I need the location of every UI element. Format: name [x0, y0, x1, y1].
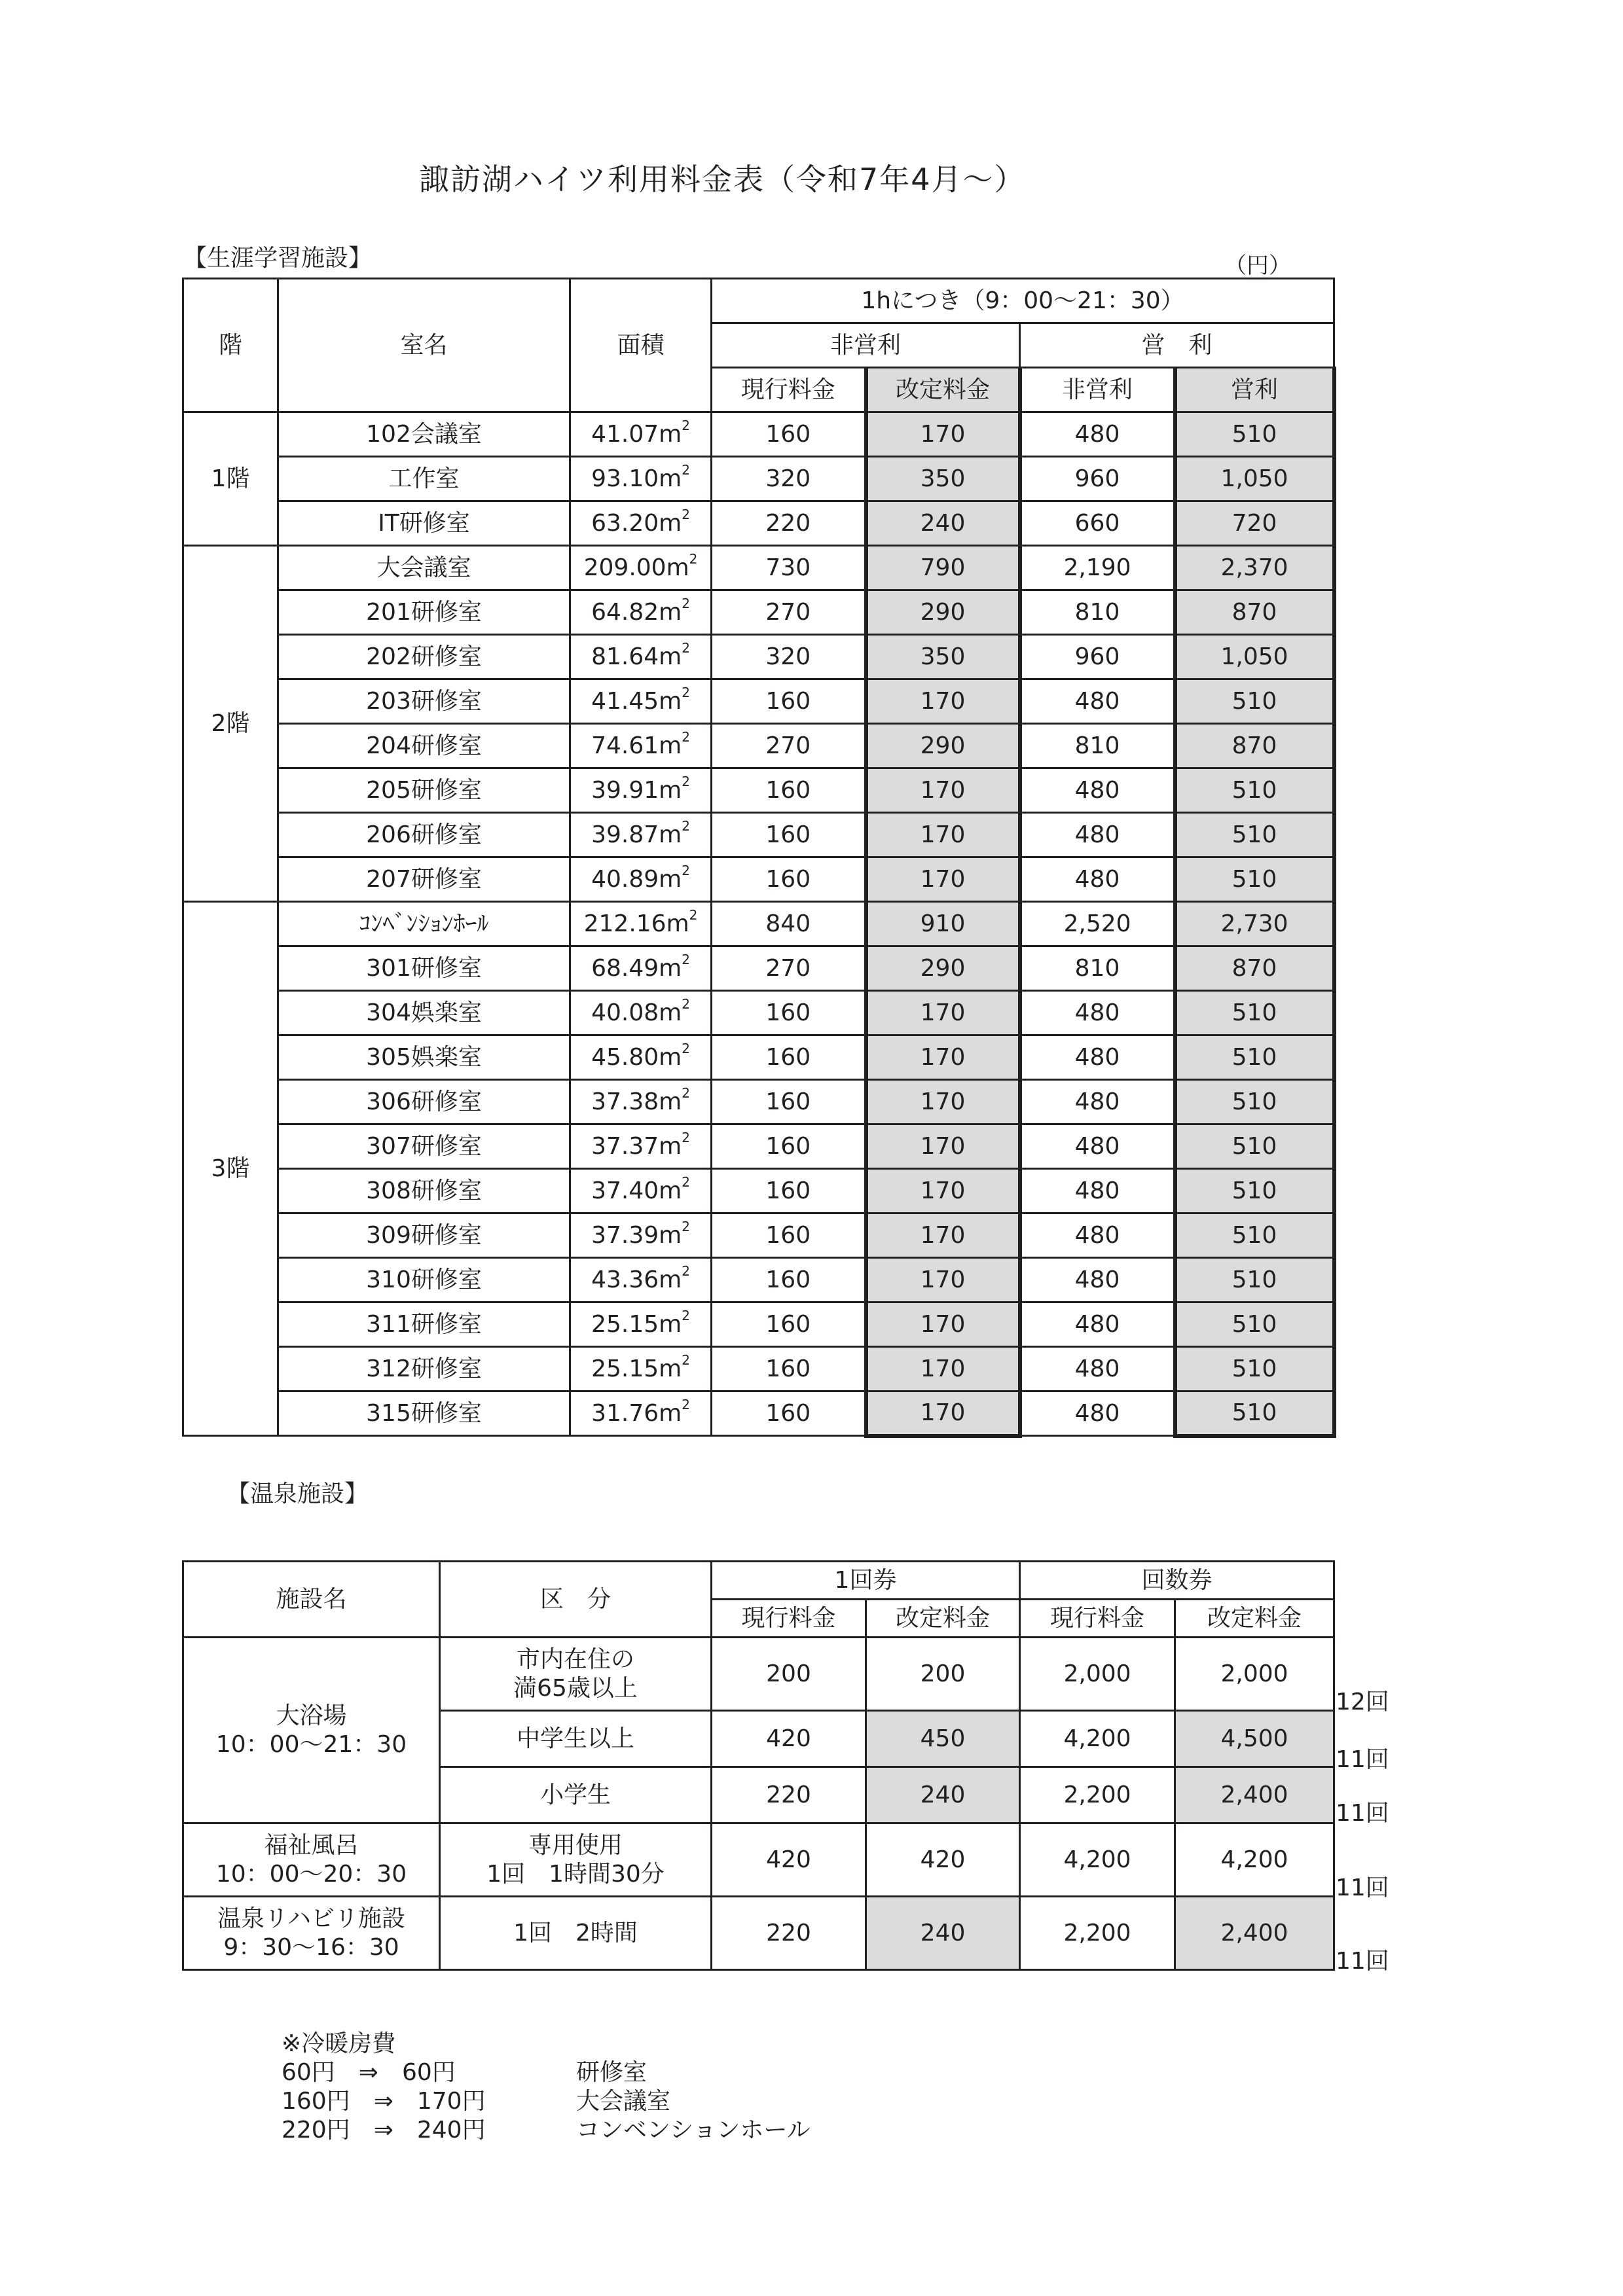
profit-non-cell: 2,520 [1020, 902, 1175, 946]
current-fee-cell: 220 [712, 501, 866, 546]
profit-non-cell: 480 [1020, 857, 1175, 902]
profit-non-cell: 480 [1020, 412, 1175, 457]
area-value: 37.40m [591, 1177, 682, 1204]
profit-non-cell: 480 [1020, 1213, 1175, 1258]
multi-current-cell: 2,200 [1020, 1767, 1175, 1823]
multi-current-cell: 2,200 [1020, 1897, 1175, 1970]
current-fee-cell: 320 [712, 635, 866, 679]
profit-profit-cell: 720 [1175, 501, 1334, 546]
single-revised-cell: 240 [866, 1897, 1020, 1970]
room-name-cell: 310研修室 [278, 1258, 570, 1302]
header-category: 区 分 [440, 1562, 712, 1638]
note-target: コンベンションホール [576, 2117, 811, 2144]
profit-profit-cell: 510 [1175, 1391, 1334, 1436]
area-value: 212.16m [583, 910, 689, 937]
profit-non-cell: 480 [1020, 1124, 1175, 1169]
area-value: 40.89m [591, 865, 682, 893]
room-name-cell: 202研修室 [278, 635, 570, 679]
current-fee-cell: 160 [712, 1080, 866, 1124]
facility-hours: 10：00～20：30 [215, 1860, 407, 1888]
area-cell [570, 946, 712, 991]
current-fee-cell: 160 [712, 991, 866, 1035]
category-cell [440, 1767, 712, 1823]
category-line: 中学生以上 [516, 1725, 634, 1752]
profit-profit-cell: 510 [1175, 768, 1334, 813]
table-row [183, 457, 1334, 501]
current-fee-cell: 160 [712, 679, 866, 724]
single-current-cell: 420 [712, 1823, 866, 1897]
area-value: 64.82m [591, 598, 682, 626]
table-row [183, 724, 1334, 768]
profit-non-cell: 2,190 [1020, 546, 1175, 590]
area-unit-superscript: 2 [682, 1129, 690, 1145]
category-line: 専用使用 [528, 1832, 623, 1859]
profit-non-cell: 480 [1020, 813, 1175, 857]
room-name-cell: 102会議室 [278, 412, 570, 457]
ticket-count-label: 11回 [1336, 1746, 1389, 1773]
area-unit-superscript: 2 [682, 639, 690, 656]
table-row [183, 1638, 1334, 1711]
current-fee-cell: 160 [712, 1347, 866, 1391]
room-name-cell: 305娯楽室 [278, 1035, 570, 1080]
area-cell [570, 857, 712, 902]
area-value: 63.20m [591, 509, 682, 537]
room-name-cell: 315研修室 [278, 1391, 570, 1436]
profit-non-cell: 480 [1020, 1391, 1175, 1436]
area-cell [570, 1302, 712, 1347]
multi-revised-cell: 2,400 [1175, 1767, 1334, 1823]
area-unit-superscript: 2 [689, 906, 698, 923]
revised-fee-cell: 290 [866, 724, 1020, 768]
table-row [183, 857, 1334, 902]
area-cell [570, 635, 712, 679]
room-name-cell: 307研修室 [278, 1124, 570, 1169]
profit-non-cell: 480 [1020, 1035, 1175, 1080]
area-unit-superscript: 2 [682, 1085, 690, 1101]
table-row [183, 1302, 1334, 1347]
profit-profit-cell: 870 [1175, 946, 1334, 991]
area-unit-superscript: 2 [682, 1396, 690, 1412]
header-revised-fee: 改定料金 [866, 368, 1020, 412]
single-current-cell: 220 [712, 1897, 866, 1970]
area-unit-superscript: 2 [682, 595, 690, 611]
revised-fee-cell: 170 [866, 1035, 1020, 1080]
single-revised-cell: 240 [866, 1767, 1020, 1823]
table-row [183, 1035, 1334, 1080]
table-row [183, 679, 1334, 724]
area-unit-superscript: 2 [682, 817, 690, 834]
area-value: 93.10m [591, 465, 682, 492]
header-single-current: 現行料金 [712, 1600, 866, 1638]
area-cell [570, 457, 712, 501]
profit-profit-cell: 510 [1175, 991, 1334, 1035]
table-row [183, 946, 1334, 991]
profit-profit-cell: 510 [1175, 1035, 1334, 1080]
room-name-cell: 301研修室 [278, 946, 570, 991]
revised-fee-cell: 240 [866, 501, 1020, 546]
multi-current-cell: 4,200 [1020, 1823, 1175, 1897]
area-value: 25.15m [591, 1310, 682, 1338]
table-row [183, 1897, 1334, 1970]
revised-fee-cell: 170 [866, 813, 1020, 857]
area-value: 74.61m [591, 732, 682, 759]
single-current-cell: 420 [712, 1711, 866, 1767]
note-target: 研修室 [576, 2059, 647, 2086]
revised-fee-cell: 170 [866, 1347, 1020, 1391]
current-fee-cell: 160 [712, 1302, 866, 1347]
area-cell [570, 1213, 712, 1258]
area-value: 41.45m [591, 687, 682, 715]
revised-fee-cell: 170 [866, 1302, 1020, 1347]
room-name-cell: 308研修室 [278, 1169, 570, 1213]
area-cell [570, 1347, 712, 1391]
profit-profit-cell: 2,370 [1175, 546, 1334, 590]
revised-fee-cell: 170 [866, 768, 1020, 813]
room-name-cell: 201研修室 [278, 590, 570, 635]
table-row [183, 635, 1334, 679]
profit-non-cell: 480 [1020, 1258, 1175, 1302]
room-name-cell: 207研修室 [278, 857, 570, 902]
header-multi-revised: 改定料金 [1175, 1600, 1334, 1638]
revised-fee-cell: 170 [866, 1169, 1020, 1213]
area-value: 41.07m [591, 420, 682, 448]
lifelong-fee-table [182, 278, 1336, 1438]
room-name-cell: 工作室 [278, 457, 570, 501]
facility-hours: 9：30～16：30 [223, 1933, 399, 1961]
header-profit-non: 非営利 [1020, 368, 1175, 412]
profit-profit-cell: 510 [1175, 857, 1334, 902]
revised-fee-cell: 170 [866, 1391, 1020, 1436]
current-fee-cell: 320 [712, 457, 866, 501]
profit-profit-cell: 510 [1175, 1124, 1334, 1169]
multi-revised-cell: 4,500 [1175, 1711, 1334, 1767]
area-unit-superscript: 2 [682, 728, 690, 745]
revised-fee-cell: 350 [866, 635, 1020, 679]
room-name-cell: 304娯楽室 [278, 991, 570, 1035]
revised-fee-cell: 170 [866, 991, 1020, 1035]
area-value: 209.00m [583, 554, 689, 581]
profit-profit-cell: 1,050 [1175, 457, 1334, 501]
profit-profit-cell: 510 [1175, 679, 1334, 724]
table-row [183, 768, 1334, 813]
current-fee-cell: 160 [712, 412, 866, 457]
area-unit-superscript: 2 [682, 1352, 690, 1368]
current-fee-cell: 160 [712, 1035, 866, 1080]
single-revised-cell: 450 [866, 1711, 1020, 1767]
profit-profit-cell: 510 [1175, 1347, 1334, 1391]
area-unit-superscript: 2 [682, 684, 690, 700]
unit-label: （円） [1224, 253, 1291, 279]
category-cell [440, 1711, 712, 1767]
current-fee-cell: 730 [712, 546, 866, 590]
current-fee-cell: 270 [712, 590, 866, 635]
profit-non-cell: 480 [1020, 679, 1175, 724]
ticket-count-label: 11回 [1336, 1948, 1389, 1975]
category-cell [440, 1823, 712, 1897]
area-value: 31.76m [591, 1399, 682, 1427]
area-value: 45.80m [591, 1043, 682, 1071]
onsen-section-label: 【温泉施設】 [227, 1480, 369, 1507]
revised-fee-cell: 790 [866, 546, 1020, 590]
area-value: 39.91m [591, 776, 682, 804]
facility-cell [183, 1897, 440, 1970]
header-floor: 階 [183, 279, 278, 412]
profit-non-cell: 960 [1020, 635, 1175, 679]
profit-profit-cell: 510 [1175, 1169, 1334, 1213]
area-cell [570, 501, 712, 546]
facility-cell [183, 1823, 440, 1897]
profit-non-cell: 810 [1020, 724, 1175, 768]
category-line: 1回 1時間30分 [486, 1860, 665, 1888]
header-area: 面積 [570, 279, 712, 412]
profit-profit-cell: 510 [1175, 1213, 1334, 1258]
area-unit-superscript: 2 [682, 951, 690, 967]
note-fee-change: 220円 ⇒ 240円 [282, 2117, 486, 2144]
single-current-cell: 220 [712, 1767, 866, 1823]
current-fee-cell: 160 [712, 1258, 866, 1302]
page-title: 諏訪湖ハイツ利用料金表（令和7年4月～） [419, 162, 1026, 197]
note-target: 大会議室 [576, 2088, 671, 2115]
profit-profit-cell: 510 [1175, 1258, 1334, 1302]
table-row [183, 991, 1334, 1035]
facility-name: 福祉風呂 [264, 1832, 359, 1859]
current-fee-cell: 160 [712, 1391, 866, 1436]
area-cell [570, 768, 712, 813]
table-row [183, 1213, 1334, 1258]
profit-non-cell: 660 [1020, 501, 1175, 546]
header-single-revised: 改定料金 [866, 1600, 1020, 1638]
floor-cell: 1階 [183, 412, 278, 546]
onsen-fee-table [182, 1560, 1335, 1971]
current-fee-cell: 270 [712, 724, 866, 768]
revised-fee-cell: 170 [866, 679, 1020, 724]
area-cell [570, 1080, 712, 1124]
revised-fee-cell: 170 [866, 412, 1020, 457]
table-row [183, 902, 1334, 946]
revised-fee-cell: 290 [866, 946, 1020, 991]
floor-cell: 2階 [183, 546, 278, 902]
table-row [183, 546, 1334, 590]
revised-fee-cell: 170 [866, 857, 1020, 902]
facility-hours: 10：00～21：30 [215, 1731, 407, 1758]
profit-non-cell: 480 [1020, 1302, 1175, 1347]
area-cell [570, 724, 712, 768]
category-cell [440, 1897, 712, 1970]
table-row [183, 1258, 1334, 1302]
table-row [183, 1823, 1334, 1897]
current-fee-cell: 160 [712, 1169, 866, 1213]
header-current-fee: 現行料金 [712, 368, 866, 412]
current-fee-cell: 160 [712, 1213, 866, 1258]
room-name-cell: 大会議室 [278, 546, 570, 590]
area-cell [570, 813, 712, 857]
revised-fee-cell: 350 [866, 457, 1020, 501]
ticket-count-label: 12回 [1336, 1689, 1389, 1715]
multi-revised-cell: 2,400 [1175, 1897, 1334, 1970]
area-unit-superscript: 2 [682, 1174, 690, 1190]
profit-non-cell: 480 [1020, 1347, 1175, 1391]
area-value: 40.08m [591, 999, 682, 1026]
multi-revised-cell: 4,200 [1175, 1823, 1334, 1897]
profit-non-cell: 960 [1020, 457, 1175, 501]
area-cell [570, 679, 712, 724]
profit-non-cell: 480 [1020, 768, 1175, 813]
area-cell [570, 902, 712, 946]
table-row [183, 1169, 1334, 1213]
current-fee-cell: 270 [712, 946, 866, 991]
area-unit-superscript: 2 [682, 461, 690, 478]
category-line: 市内在住の [516, 1646, 634, 1674]
ticket-count-label: 11回 [1336, 1874, 1389, 1901]
area-unit-superscript: 2 [682, 417, 690, 433]
profit-non-cell: 480 [1020, 1169, 1175, 1213]
area-value: 25.15m [591, 1355, 682, 1382]
area-value: 43.36m [591, 1266, 682, 1293]
profit-profit-cell: 510 [1175, 412, 1334, 457]
facility-name: 温泉リハビリ施設 [217, 1905, 405, 1933]
area-cell [570, 1258, 712, 1302]
revised-fee-cell: 170 [866, 1124, 1020, 1169]
profit-profit-cell: 870 [1175, 590, 1334, 635]
room-name-cell: 312研修室 [278, 1347, 570, 1391]
header-multi-current: 現行料金 [1020, 1600, 1175, 1638]
area-cell [570, 590, 712, 635]
profit-profit-cell: 1,050 [1175, 635, 1334, 679]
header-profit-profit: 営利 [1175, 368, 1334, 412]
area-cell [570, 1035, 712, 1080]
ticket-count-label: 11回 [1336, 1800, 1389, 1827]
category-line: 満65歳以上 [513, 1674, 638, 1702]
area-unit-superscript: 2 [682, 1307, 690, 1323]
room-name-cell: 306研修室 [278, 1080, 570, 1124]
category-line: 小学生 [539, 1781, 611, 1808]
table-row [183, 412, 1334, 457]
notes-heading: ※冷暖房費 [282, 2030, 396, 2057]
current-fee-cell: 160 [712, 768, 866, 813]
area-cell [570, 991, 712, 1035]
floor-cell: 3階 [183, 902, 278, 1436]
area-value: 68.49m [591, 954, 682, 982]
category-line: 1回 2時間 [513, 1919, 638, 1946]
profit-non-cell: 810 [1020, 946, 1175, 991]
revised-fee-cell: 170 [866, 1213, 1020, 1258]
table-row [183, 1124, 1334, 1169]
profit-profit-cell: 870 [1175, 724, 1334, 768]
current-fee-cell: 160 [712, 813, 866, 857]
area-cell [570, 546, 712, 590]
table-row [183, 1391, 1334, 1436]
area-unit-superscript: 2 [682, 1040, 690, 1056]
profit-profit-cell: 510 [1175, 1080, 1334, 1124]
room-name-cell: 203研修室 [278, 679, 570, 724]
facility-cell [183, 1638, 440, 1823]
revised-fee-cell: 170 [866, 1258, 1020, 1302]
note-fee-change: 160円 ⇒ 170円 [282, 2088, 486, 2115]
room-name-cell: 309研修室 [278, 1213, 570, 1258]
area-value: 37.38m [591, 1088, 682, 1115]
table-row [183, 1080, 1334, 1124]
multi-current-cell: 4,200 [1020, 1711, 1175, 1767]
area-unit-superscript: 2 [682, 996, 690, 1012]
table-row [183, 501, 1334, 546]
category-cell [440, 1638, 712, 1711]
room-name-cell: IT研修室 [278, 501, 570, 546]
current-fee-cell: 840 [712, 902, 866, 946]
single-current-cell: 200 [712, 1638, 866, 1711]
header-profit: 営 利 [1020, 323, 1334, 368]
area-unit-superscript: 2 [689, 550, 698, 567]
room-name-cell: ｺﾝﾍﾞﾝｼｮﾝﾎｰﾙ [278, 902, 570, 946]
room-name-cell: 205研修室 [278, 768, 570, 813]
area-value: 39.87m [591, 821, 682, 848]
multi-revised-cell: 2,000 [1175, 1638, 1334, 1711]
revised-fee-cell: 290 [866, 590, 1020, 635]
multi-current-cell: 2,000 [1020, 1638, 1175, 1711]
room-name-cell: 311研修室 [278, 1302, 570, 1347]
profit-non-cell: 480 [1020, 991, 1175, 1035]
note-fee-change: 60円 ⇒ 60円 [282, 2059, 456, 2086]
header-facility: 施設名 [183, 1562, 440, 1638]
current-fee-cell: 160 [712, 857, 866, 902]
header-per-hour: 1hにつき（9：00～21：30） [712, 279, 1334, 323]
room-name-cell: 206研修室 [278, 813, 570, 857]
area-unit-superscript: 2 [682, 1263, 690, 1279]
single-revised-cell: 200 [866, 1638, 1020, 1711]
area-cell [570, 1169, 712, 1213]
profit-non-cell: 810 [1020, 590, 1175, 635]
current-fee-cell: 160 [712, 1124, 866, 1169]
room-name-cell: 204研修室 [278, 724, 570, 768]
table-row [183, 1347, 1334, 1391]
profit-profit-cell: 2,730 [1175, 902, 1334, 946]
header-multi-ticket: 回数券 [1020, 1562, 1334, 1600]
revised-fee-cell: 910 [866, 902, 1020, 946]
profit-profit-cell: 510 [1175, 1302, 1334, 1347]
area-cell [570, 1391, 712, 1436]
table-row [183, 590, 1334, 635]
area-unit-superscript: 2 [682, 506, 690, 522]
revised-fee-cell: 170 [866, 1080, 1020, 1124]
header-single-ticket: 1回券 [712, 1562, 1020, 1600]
area-cell [570, 412, 712, 457]
area-unit-superscript: 2 [682, 773, 690, 789]
area-unit-superscript: 2 [682, 1218, 690, 1234]
profit-non-cell: 480 [1020, 1080, 1175, 1124]
area-unit-superscript: 2 [682, 862, 690, 878]
header-non-profit: 非営利 [712, 323, 1020, 368]
area-value: 81.64m [591, 643, 682, 670]
table-row [183, 813, 1334, 857]
lifelong-section-label: 【生涯学習施設】 [183, 245, 373, 272]
area-value: 37.37m [591, 1132, 682, 1160]
area-cell [570, 1124, 712, 1169]
profit-profit-cell: 510 [1175, 813, 1334, 857]
area-value: 37.39m [591, 1221, 682, 1249]
header-room: 室名 [278, 279, 570, 412]
single-revised-cell: 420 [866, 1823, 1020, 1897]
facility-name: 大浴場 [276, 1702, 347, 1730]
